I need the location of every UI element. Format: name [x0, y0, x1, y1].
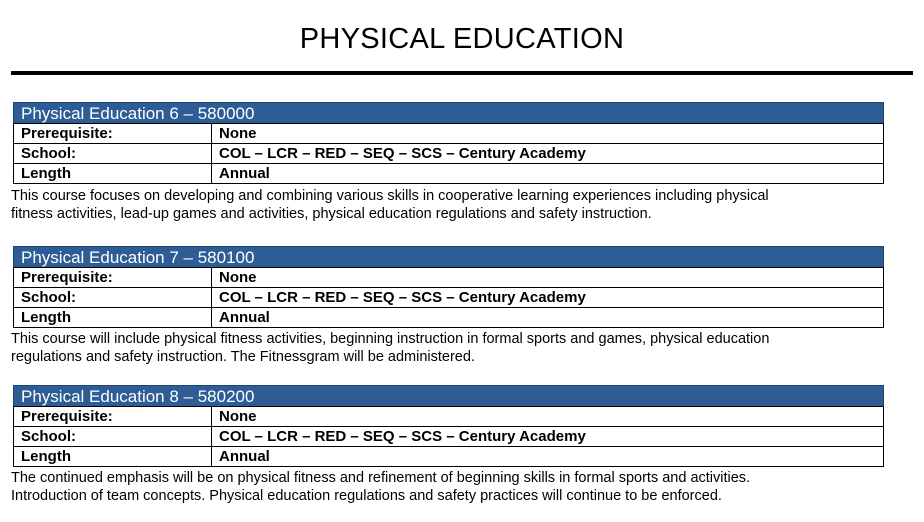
prerequisite-label: Prerequisite: [14, 268, 212, 288]
prerequisite-value: None [212, 268, 884, 288]
length-label: Length [14, 164, 212, 184]
description-line: This course focuses on developing and combining various skills in cooperative learning experiences including physical [11, 188, 769, 204]
description-line: This course will include physical fitness activities, beginning instruction in formal sports and games, physical education [11, 331, 770, 347]
title-divider [11, 71, 913, 75]
length-value: Annual [212, 308, 884, 328]
course-info-table [13, 123, 884, 184]
description-line: The continued emphasis will be on physical fitness and refinement of beginning skills in formal sports and activities. [11, 470, 751, 486]
school-value: COL – LCR – RED – SEQ – SCS – Century Academy [212, 427, 884, 447]
prerequisite-label: Prerequisite: [14, 407, 212, 427]
course-description [11, 187, 911, 223]
table-row [14, 268, 884, 288]
table-row [14, 427, 884, 447]
table-row [14, 164, 884, 184]
school-value: COL – LCR – RED – SEQ – SCS – Century Academy [212, 288, 884, 308]
description-line: regulations and safety instruction. The Fitnessgram will be administered. [11, 349, 475, 365]
course-description [11, 330, 911, 366]
length-value: Annual [212, 447, 884, 467]
course-info-table [13, 267, 884, 328]
length-label: Length [14, 447, 212, 467]
course-header: Physical Education 6 – 580000 [13, 102, 884, 123]
prerequisite-value: None [212, 124, 884, 144]
course-description [11, 469, 911, 505]
description-line: fitness activities, lead-up games and activities, physical education regulations and safety instruction. [11, 206, 652, 222]
description-line: Introduction of team concepts. Physical education regulations and safety practices will continue to be enforced. [11, 488, 722, 504]
school-label: School: [14, 288, 212, 308]
prerequisite-label: Prerequisite: [14, 124, 212, 144]
length-value: Annual [212, 164, 884, 184]
table-row [14, 144, 884, 164]
table-row [14, 308, 884, 328]
table-row [14, 447, 884, 467]
course-block-pe7 [13, 246, 884, 328]
course-header: Physical Education 8 – 580200 [13, 385, 884, 406]
prerequisite-value: None [212, 407, 884, 427]
school-label: School: [14, 144, 212, 164]
table-row [14, 288, 884, 308]
school-value: COL – LCR – RED – SEQ – SCS – Century Academy [212, 144, 884, 164]
course-block-pe6 [13, 102, 884, 184]
course-info-table [13, 406, 884, 467]
course-block-pe8 [13, 385, 884, 467]
table-row [14, 124, 884, 144]
page-title: PHYSICAL EDUCATION [299, 23, 625, 55]
length-label: Length [14, 308, 212, 328]
school-label: School: [14, 427, 212, 447]
table-row [14, 407, 884, 427]
course-header: Physical Education 7 – 580100 [13, 246, 884, 267]
